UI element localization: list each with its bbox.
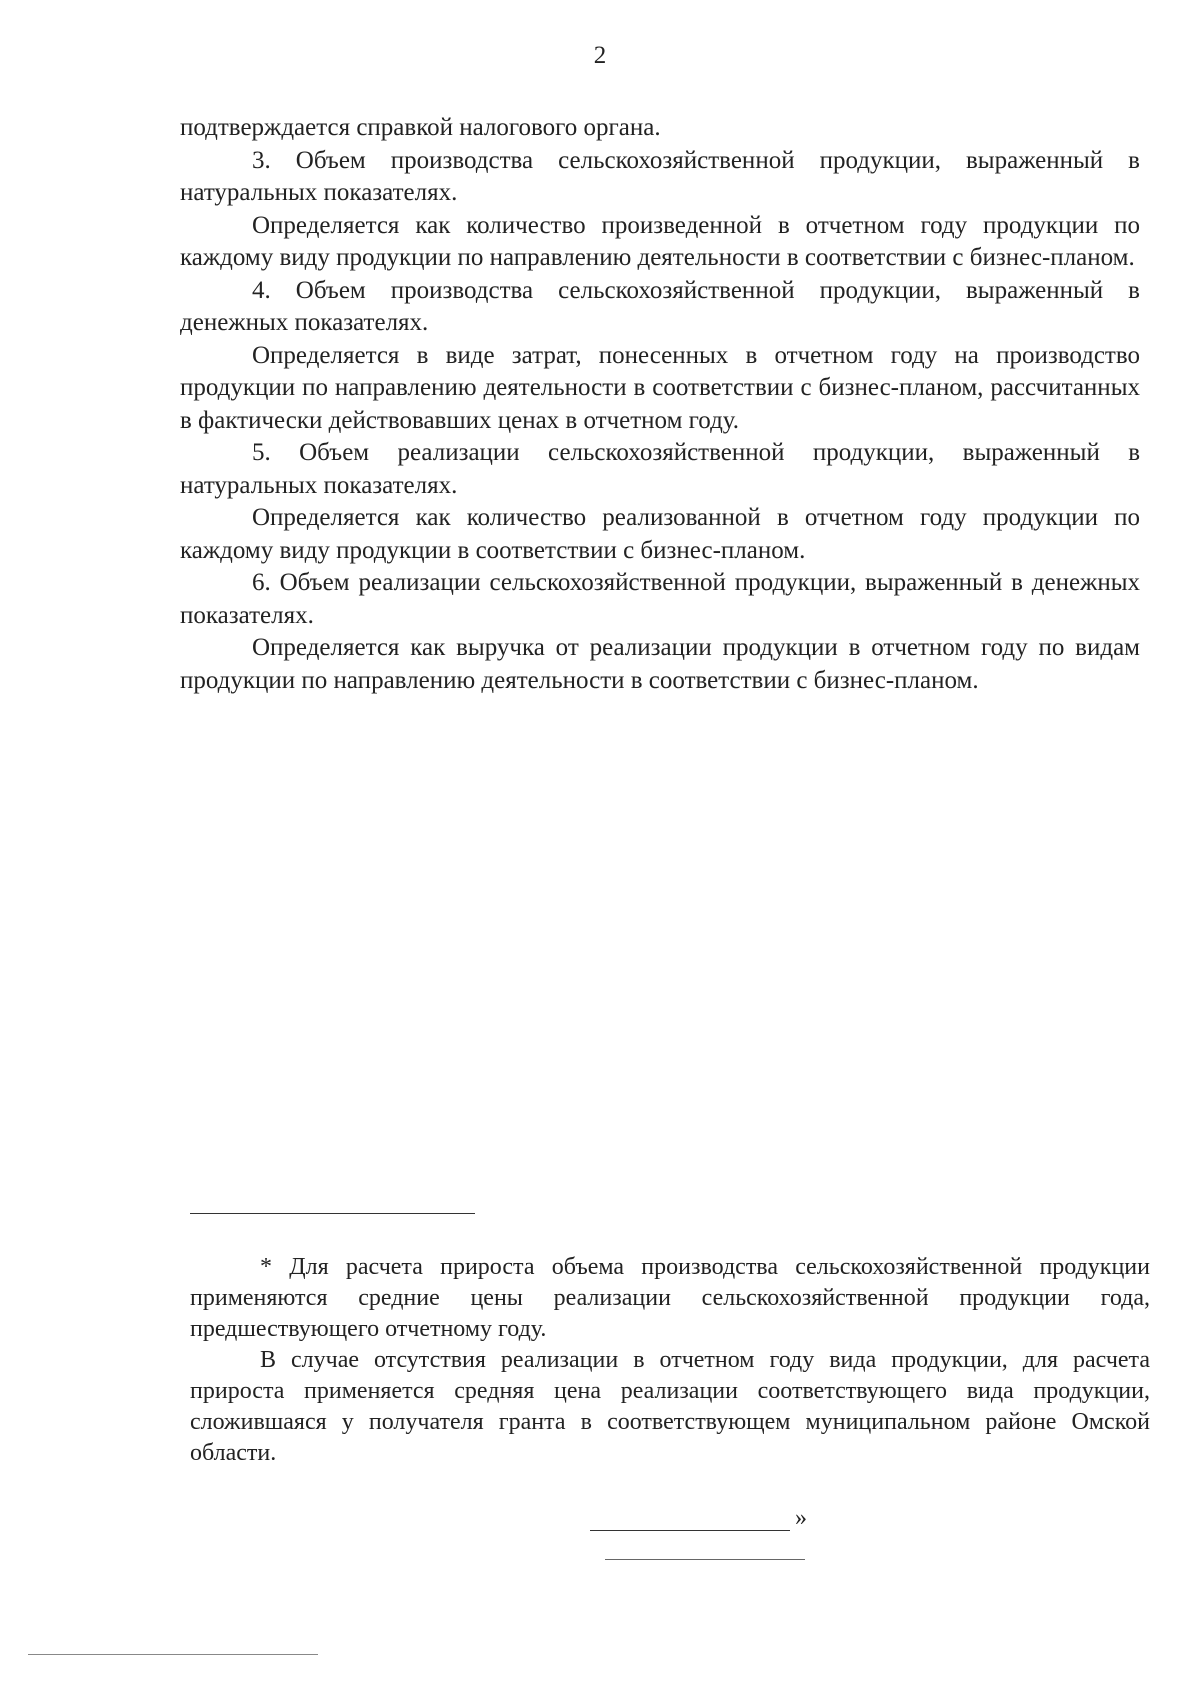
closing-rule bbox=[605, 1559, 805, 1560]
closing-blank-line bbox=[590, 1508, 790, 1531]
margin-rule bbox=[28, 1654, 318, 1655]
paragraph-heading-5: 5. Объем реализации сельскохозяйственной продукции, выраженный в натуральных показателях. bbox=[180, 439, 1140, 499]
footnote-paragraph: В случае отсутствия реализации в отчетном году вида продукции, для расчета прироста применяется средняя цена реализации соответствующего вида продукции, сложившаяся у получателя гранта в соответствующем муниципальном районе Омской области. bbox=[190, 1347, 1150, 1466]
footnote-separator bbox=[190, 1213, 475, 1214]
footnote-paragraph: * Для расчета прироста объема производства сельскохозяйственной продукции применяются средние цены реализации сельскохозяйственной продукции года, предшествующего отчетному году. bbox=[190, 1254, 1150, 1342]
page-number: 2 bbox=[593, 42, 607, 69]
footnote bbox=[190, 1252, 1150, 1469]
paragraph-heading-4: 4. Объем производства сельскохозяйственной продукции, выраженный в денежных показателях. bbox=[180, 276, 1140, 336]
paragraph: Определяется как количество реализованной в отчетном году продукции по каждому виду продукции в соответствии с бизнес-планом. bbox=[180, 504, 1140, 564]
paragraph: подтверждается справкой налогового органа. bbox=[180, 114, 661, 141]
paragraph: Определяется как количество произведенной в отчетном году продукции по каждому виду продукции по направлению деятельности в соответствии с бизнес-планом. bbox=[180, 211, 1140, 271]
body-text bbox=[180, 112, 1140, 697]
paragraph: Определяется в виде затрат, понесенных в отчетном году на производство продукции по направлению деятельности в соответствии с бизнес-планом, рассчитанных в фактически действовавших ценах в отчетном году. bbox=[180, 341, 1140, 434]
closing-quote-mark: » bbox=[795, 1505, 807, 1531]
paragraph-heading-6: 6. Объем реализации сельскохозяйственной продукции, выраженный в денежных показателях. bbox=[180, 569, 1140, 629]
paragraph-heading-3: 3. Объем производства сельскохозяйственной продукции, выраженный в натуральных показателях. bbox=[180, 146, 1140, 206]
paragraph: Определяется как выручка от реализации продукции в отчетном году по видам продукции по направлению деятельности в соответствии с бизнес-планом. bbox=[180, 634, 1140, 694]
